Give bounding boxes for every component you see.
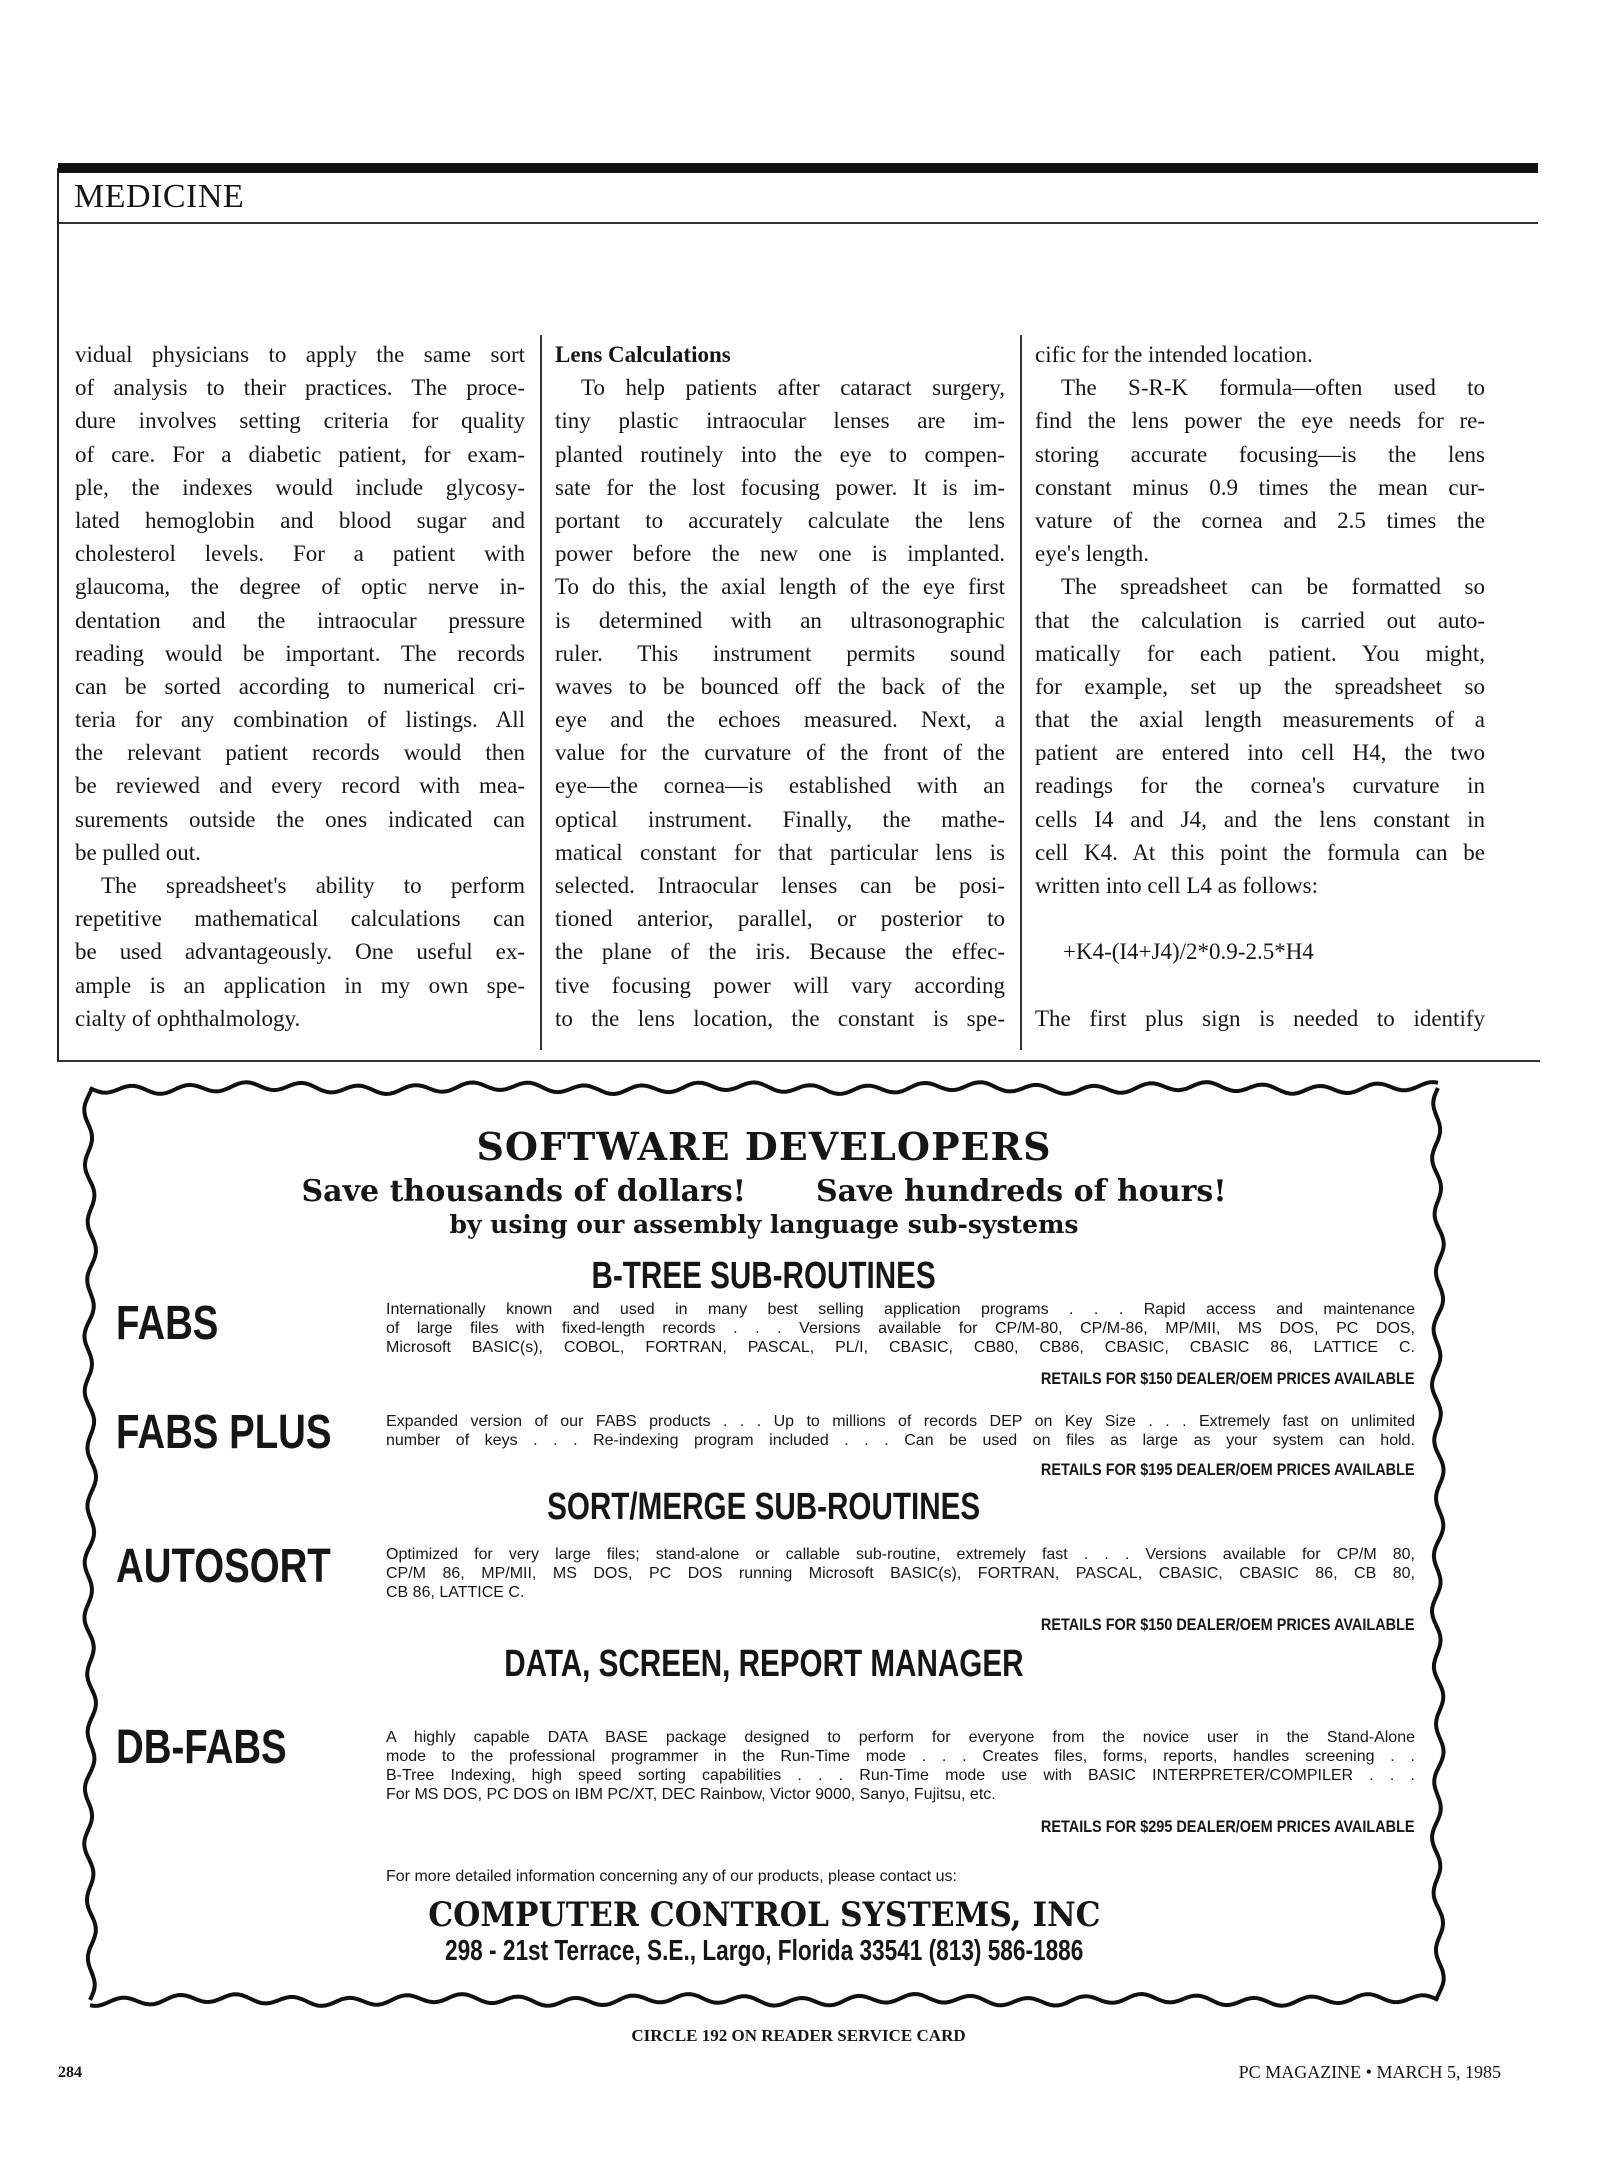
text-line: sate for the lost focusing power. It is im- bbox=[555, 474, 1005, 500]
product-price: RETAILS FOR $150 DEALER/OEM PRICES AVAILABLE bbox=[1041, 1369, 1415, 1388]
product-description bbox=[386, 1412, 1415, 1450]
text-line: The S-R-K formula—often used to bbox=[1061, 375, 1485, 401]
product-name: FABS PLUS bbox=[116, 1406, 332, 1459]
text-line: readings for the cornea's curvature in bbox=[1035, 773, 1485, 799]
text-line: can be sorted according to numerical cri- bbox=[75, 673, 525, 699]
section-title: MEDICINE bbox=[74, 178, 245, 215]
article-subheading: Lens Calculations bbox=[555, 342, 731, 367]
description-line: For MS DOS, PC DOS on IBM PC/XT, DEC Rainbow, Victor 9000, Sanyo, Fujitsu, etc. bbox=[386, 1786, 996, 1803]
text-line: eye—the cornea—is established with an bbox=[555, 773, 1005, 799]
ad-title: SOFTWARE DEVELOPERS bbox=[476, 1124, 1052, 1169]
article-column-2 bbox=[555, 338, 1005, 1035]
text-line: the relevant patient records would then bbox=[75, 740, 525, 766]
text-line: surements outside the ones indicated can bbox=[75, 806, 525, 832]
text-line bbox=[1035, 969, 1485, 1002]
category-heading: SORT/MERGE SUB-ROUTINES bbox=[547, 1486, 981, 1528]
description-line: B-Tree Indexing, high speed sorting capabilities . . . Run-Time mode use with BASIC INTERPRETER/COMPILER . . . bbox=[386, 1767, 1415, 1784]
description-line: Microsoft BASIC(s), COBOL, FORTRAN, PASCAL, PL/I, CBASIC, CB80, CB86, CBASIC, CBASIC 86, LATTICE C. bbox=[386, 1339, 1415, 1356]
header-rule bbox=[58, 222, 1538, 224]
text-line: The spreadsheet can be formatted so bbox=[1061, 574, 1485, 600]
description-line: mode to the professional programmer in the Run-Time mode . . . Creates files, forms, reports, handles screening . . bbox=[386, 1748, 1415, 1765]
text-line: cialty of ophthalmology. bbox=[75, 1005, 301, 1031]
text-line: be pulled out. bbox=[75, 839, 201, 865]
product-name: DB-FABS bbox=[116, 1721, 287, 1774]
text-line: waves to be bounced off the back of the bbox=[555, 673, 1005, 699]
text-line: vature of the cornea and 2.5 times the bbox=[1035, 507, 1485, 533]
text-line: matical constant for that particular lens is bbox=[555, 839, 1005, 865]
text-line: cholesterol levels. For a patient with bbox=[75, 541, 525, 567]
wavy-border-edge bbox=[90, 1082, 1438, 1094]
text-line: ple, the indexes would include glycosy- bbox=[75, 474, 525, 500]
category-heading: DATA, SCREEN, REPORT MANAGER bbox=[504, 1643, 1024, 1685]
product-name: AUTOSORT bbox=[116, 1540, 331, 1593]
text-line: vidual physicians to apply the same sort bbox=[75, 342, 525, 367]
category-heading: B-TREE SUB-ROUTINES bbox=[591, 1255, 937, 1297]
text-line: be used advantageously. One useful ex- bbox=[75, 939, 525, 965]
article-left-border bbox=[57, 168, 59, 1061]
text-line: ample is an application in my own spe- bbox=[75, 972, 525, 998]
ad-tagline-dollars: Save thousands of dollars! bbox=[301, 1174, 746, 1209]
text-line: optical instrument. Finally, the mathe- bbox=[555, 806, 1005, 832]
contact-note: For more detailed information concerning any of our products, please contact us: bbox=[386, 1868, 957, 1885]
ad-tagline bbox=[82, 1174, 1446, 1209]
text-line: dure involves setting criteria for quality bbox=[75, 408, 525, 434]
product-price: RETAILS FOR $295 DEALER/OEM PRICES AVAILABLE bbox=[1041, 1817, 1415, 1836]
text-line: to the lens location, the constant is spe- bbox=[555, 1005, 1005, 1031]
description-line: of large files with fixed-length records . . . Versions available for CP/M-80, CP/M-86, MP/MII, MS DOS, PC DOS, bbox=[386, 1320, 1415, 1337]
advertisement bbox=[82, 1080, 1446, 2008]
header-rule-thick bbox=[58, 163, 1538, 173]
article-column-1 bbox=[75, 338, 525, 1035]
text-line: reading would be important. The records bbox=[75, 640, 525, 666]
text-line: that the calculation is carried out auto- bbox=[1035, 607, 1485, 633]
text-line: of analysis to their practices. The proce- bbox=[75, 375, 525, 401]
wavy-border-edge bbox=[90, 1994, 1438, 2006]
text-line: written into cell L4 as follows: bbox=[1035, 873, 1318, 898]
text-line: eye and the echoes measured. Next, a bbox=[555, 707, 1005, 733]
text-line: patient are entered into cell H4, the two bbox=[1035, 740, 1485, 766]
product-description bbox=[386, 1300, 1415, 1357]
text-line: find the lens power the eye needs for re- bbox=[1035, 408, 1485, 434]
description-line: CP/M 86, MP/MII, MS DOS, PC DOS running Microsoft BASIC(s), FORTRAN, PASCAL, CBASIC, CBASIC 86, CB 80, bbox=[386, 1565, 1415, 1582]
product-price: RETAILS FOR $195 DEALER/OEM PRICES AVAILABLE bbox=[1041, 1460, 1415, 1479]
text-line: tiny plastic intraocular lenses are im- bbox=[555, 408, 1005, 434]
text-line: value for the curvature of the front of the bbox=[555, 740, 1005, 766]
text-line: the plane of the iris. Because the effec- bbox=[555, 939, 1005, 965]
product-name: FABS bbox=[116, 1297, 219, 1350]
text-line: To do this, the axial length of the eye first bbox=[555, 574, 1005, 600]
text-line: repetitive mathematical calculations can bbox=[75, 906, 525, 932]
text-line: dentation and the intraocular pressure bbox=[75, 607, 525, 633]
text-line: cells I4 and J4, and the lens constant in bbox=[1035, 806, 1485, 832]
article-bottom-border bbox=[57, 1060, 1540, 1062]
text-line bbox=[1035, 902, 1485, 935]
product-description bbox=[386, 1545, 1415, 1602]
description-line: Optimized for very large files; stand-alone or callable sub-routine, extremely fast . . . Versions available for CP/M 80, bbox=[386, 1546, 1415, 1563]
text-line: eye's length. bbox=[1035, 541, 1150, 567]
text-line: portant to accurately calculate the lens bbox=[555, 507, 1005, 533]
description-line: Internationally known and used in many best selling application programs . . . Rapid access and maintenance bbox=[386, 1301, 1415, 1318]
text-line: cell K4. At this point the formula can be bbox=[1035, 839, 1485, 865]
page-number: 284 bbox=[58, 2064, 82, 2081]
product-description bbox=[386, 1728, 1415, 1804]
text-line: storing accurate focusing—is the lens bbox=[1035, 441, 1485, 467]
description-line: CB 86, LATTICE C. bbox=[386, 1584, 525, 1601]
column-divider bbox=[540, 335, 542, 1050]
magazine-issue: PC MAGAZINE • MARCH 5, 1985 bbox=[1238, 2062, 1501, 2082]
description-line: Expanded version of our FABS products . . . Up to millions of records DEP on Key Size . . . Extremely fast on unlimited bbox=[386, 1413, 1415, 1430]
ad-tagline-hours: Save hundreds of hours! bbox=[815, 1174, 1227, 1209]
text-line: for example, set up the spreadsheet so bbox=[1035, 673, 1485, 699]
text-line: lated hemoglobin and blood sugar and bbox=[75, 507, 525, 533]
text-line: The spreadsheet's ability to perform bbox=[101, 873, 525, 898]
ad-subtitle: by using our assembly language sub-systems bbox=[449, 1210, 1079, 1239]
text-line: of care. For a diabetic patient, for exam- bbox=[75, 441, 525, 467]
description-line: A highly capable DATA BASE package designed to perform for everyone from the novice user in the Stand-Alone bbox=[386, 1729, 1415, 1746]
text-line: planted routinely into the eye to compen- bbox=[555, 441, 1005, 467]
description-line: number of keys . . . Re-indexing program included . . . Can be used on files as large as your system can hold. bbox=[386, 1432, 1415, 1449]
reader-service-note: CIRCLE 192 ON READER SERVICE CARD bbox=[631, 2026, 966, 2045]
text-line: The first plus sign is needed to identify bbox=[1035, 1005, 1485, 1031]
column-divider bbox=[1020, 335, 1022, 1050]
text-line: is determined with an ultrasonographic bbox=[555, 607, 1005, 633]
text-line: that the axial length measurements of a bbox=[1035, 707, 1485, 733]
text-line: constant minus 0.9 times the mean cur- bbox=[1035, 474, 1485, 500]
text-line: glaucoma, the degree of optic nerve in- bbox=[75, 574, 525, 600]
text-line: be reviewed and every record with mea- bbox=[75, 773, 525, 799]
text-line: power before the new one is implanted. bbox=[555, 541, 1005, 567]
product-price: RETAILS FOR $150 DEALER/OEM PRICES AVAILABLE bbox=[1041, 1615, 1415, 1634]
formula-line: +K4-(I4+J4)/2*0.9-2.5*H4 bbox=[1063, 939, 1314, 965]
company-name: COMPUTER CONTROL SYSTEMS, INC bbox=[427, 1895, 1101, 1935]
text-line: teria for any combination of listings. All bbox=[75, 707, 525, 733]
article-column-3 bbox=[1035, 338, 1485, 1035]
company-address: 298 - 21st Terrace, S.E., Largo, Florida 33541 (813) 586-1886 bbox=[444, 1935, 1084, 1967]
text-line: To help patients after cataract surgery, bbox=[581, 375, 1005, 401]
text-line: matically for each patient. You might, bbox=[1035, 640, 1485, 666]
text-line: ruler. This instrument permits sound bbox=[555, 640, 1005, 666]
text-line: tioned anterior, parallel, or posterior to bbox=[555, 906, 1005, 932]
text-line: cific for the intended location. bbox=[1035, 342, 1313, 367]
text-line: tive focusing power will vary according bbox=[555, 972, 1005, 998]
text-line: selected. Intraocular lenses can be posi- bbox=[555, 873, 1005, 898]
